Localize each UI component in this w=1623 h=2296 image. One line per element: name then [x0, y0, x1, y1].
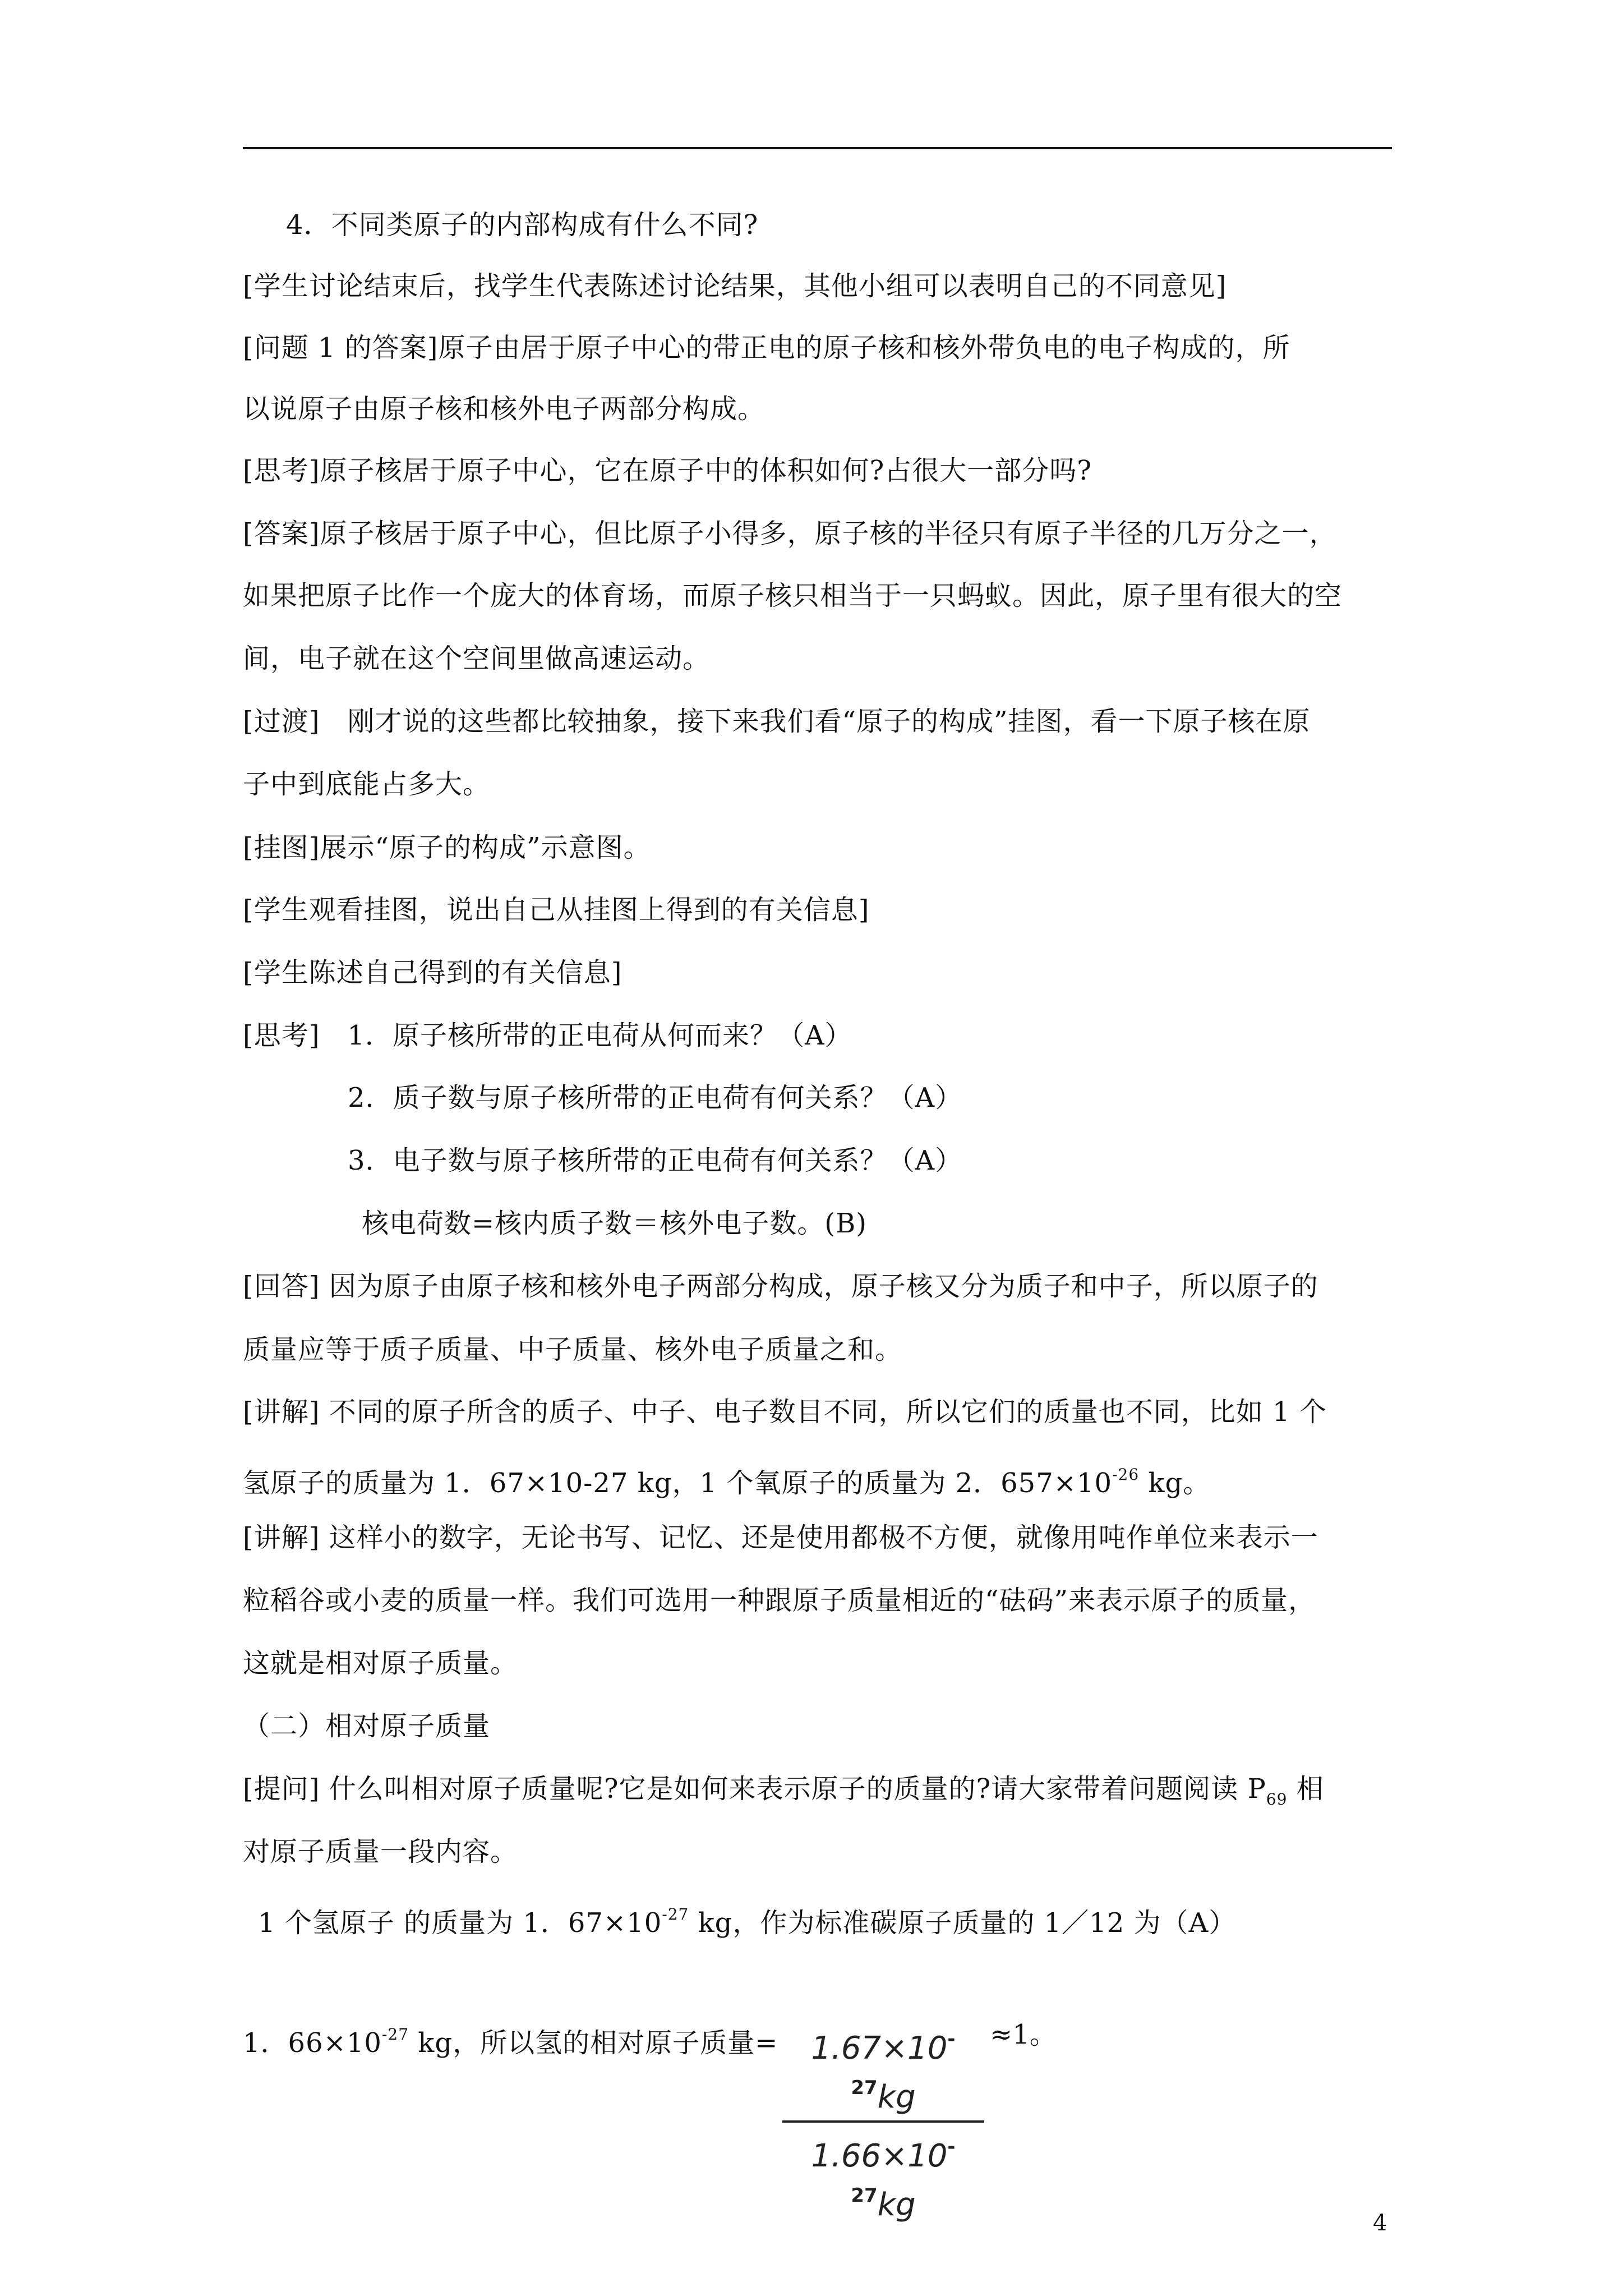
answer-line-3: 间，电子就在这个空间里做高速运动。	[243, 643, 711, 674]
answer-line-2: 如果把原子比作一个庞大的体育场，而原子核只相当于一只蚂蚁。因此，原子里有很大的空	[243, 580, 1343, 611]
students-state-line: [学生陈述自己得到的有关信息]	[243, 957, 623, 988]
question-line-1: [提问] 什么叫相对原子质量呢?它是如何来表示原子的质量的?请大家带着问题阅读 $P_{69}$ 相	[243, 1773, 1324, 1809]
fraction-numerator: $1.67\times 10^{-27}kg$	[811, 2028, 956, 2115]
fraction-bar	[782, 2120, 984, 2123]
student-discussion-note: [学生讨论结束后，找学生代表陈述讨论结果，其他小组可以表明自己的不同意见]	[243, 270, 1227, 302]
section-heading: （二）相对原子质量	[243, 1710, 491, 1742]
nuclear-charge-equation: 核电荷数=核内质子数＝核外电子数。(B)	[362, 1208, 867, 1239]
answer-1-line-2: 以说原子由原子核和核外电子两部分构成。	[243, 393, 766, 425]
question-4: 4．不同类原子的内部构成有什么不同?	[286, 209, 759, 241]
explain-line-1: [讲解] 不同的原子所含的质子、中子、电子数目不同，所以它们的质量也不同，比如 1 个	[243, 1396, 1327, 1428]
hydrogen-mass-line: 1 个氢原子 的质量为 1．$67\times 10^{-27}$ kg，作为标准碳原子质量的 1／12 为（A）	[258, 1905, 1237, 1939]
fraction-denominator: $1.66\times 10^{-27}kg$	[811, 2136, 956, 2223]
transition-line-2: 子中到底能占多大。	[243, 769, 491, 800]
explain2-line-2: 粒稻谷或小麦的质量一样。我们可选用一种跟原子质量相近的“砝码”来表示原子的质量，	[243, 1585, 1316, 1616]
wall-chart-line: [挂图]展示“原子的构成”示意图。	[243, 832, 651, 863]
transition-line-1: [过渡] 刚才说的这些都比较抽象，接下来我们看“原子的构成”挂图，看一下原子核在原	[243, 706, 1311, 737]
approx-result: ≈1。	[990, 2019, 1057, 2050]
question-line-2: 对原子质量一段内容。	[243, 1836, 518, 1867]
explain2-line-1: [讲解] 这样小的数字，无论书写、记忆、还是使用都极不方便，就像用吨作单位来表示一	[243, 1522, 1318, 1553]
think-question: [思考]原子核居于原子中心，它在原子中的体积如何?占很大一部分吗?	[243, 455, 1092, 486]
page-number: 4	[1373, 2210, 1387, 2236]
header-rule	[243, 147, 1392, 149]
think-item-3: 3．电子数与原子核所带的正电荷有何关系？（A）	[348, 1145, 963, 1176]
explain2-line-3: 这就是相对原子质量。	[243, 1648, 518, 1679]
think-item-2: 2．质子数与原子核所带的正电荷有何关系？（A）	[348, 1082, 963, 1114]
think-item-1: [思考] 1．原子核所带的正电荷从何而来？（A）	[243, 1020, 852, 1051]
explain-line-2: 氢原子的质量为 1．67×10-27 kg，1 个氧原子的质量为 2．$657\times 10^{-26}$ kg。	[243, 1465, 1211, 1499]
reply-line-2: 质量应等于质子质量、中子质量、核外电子质量之和。	[243, 1334, 903, 1365]
students-observe-line: [学生观看挂图，说出自己从挂图上得到的有关信息]	[243, 894, 870, 926]
answer-line-1: [答案]原子核居于原子中心，但比原子小得多，原子核的半径只有原子半径的几万分之一，	[243, 518, 1337, 549]
relative-mass-line: 1．$66\times 10^{-27}$ kg，所以氢的相对原子质量=	[243, 2025, 778, 2059]
relative-mass-fraction	[782, 2019, 984, 2225]
reply-line-1: [回答] 因为原子由原子核和核外电子两部分构成，原子核又分为质子和中子，所以原子的	[243, 1271, 1318, 1302]
answer-1-line-1: [问题 1 的答案]原子由居于原子中心的带正电的原子核和核外带负电的电子构成的，所	[243, 332, 1290, 364]
